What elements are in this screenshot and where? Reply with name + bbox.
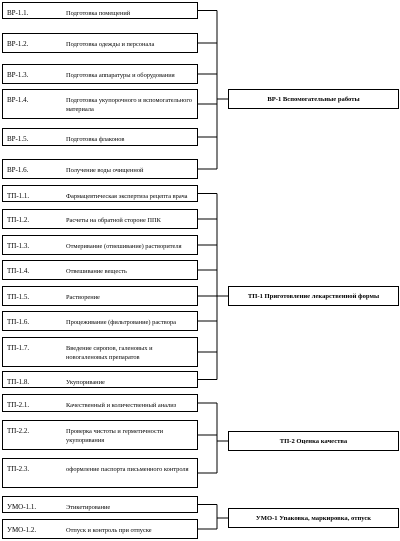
stage-label: ТП-2 Оценка качества (279, 438, 348, 445)
step-label: Введение сиропов, галеновых и новогаленовых препаратов (66, 345, 153, 361)
stage-label: УМО-1 Упаковка, маркировка, отпуск (255, 515, 372, 522)
step-box (2, 420, 198, 450)
step-box (2, 185, 198, 202)
stage-box (228, 286, 399, 306)
step-label: Растворение (66, 294, 100, 301)
step-code: ТП-1.7. (7, 344, 30, 352)
step-label: оформление паспорта письменного контроля (66, 466, 189, 473)
stage-label: ТП-1 Приготовление лекарственной формы (247, 293, 380, 300)
step-code: ВР-1.1. (7, 9, 29, 17)
step-box (2, 89, 198, 119)
step-label: Качественный и количественный анализ (66, 402, 177, 409)
step-code: ТП-1.2. (7, 216, 30, 224)
step-label: Получение воды очищенной (66, 167, 144, 174)
step-code: ВР-1.3. (7, 71, 29, 79)
step-box (2, 311, 198, 331)
step-label: Расчеты на обратной стороне ППК (66, 217, 161, 224)
step-label: Подготовка помещений (66, 10, 131, 17)
step-box (2, 286, 198, 306)
step-label: Подготовка укупорочного и вспомогательного материала (66, 97, 193, 113)
stage-box (228, 508, 399, 528)
step-box (2, 260, 198, 280)
step-code: УМО-1.1. (7, 503, 37, 511)
step-box (2, 458, 198, 488)
step-code: ТП-1.4. (7, 267, 30, 275)
step-label: Фармацевтическая экспертиза рецепта врача (66, 193, 188, 200)
step-code: ВР-1.2. (7, 40, 29, 48)
step-code: ТП-2.3. (7, 465, 30, 473)
step-label: Процеживание (фильтрование) раствора (66, 319, 176, 326)
step-code: ВР-1.4. (7, 96, 29, 104)
step-code: ТП-2.1. (7, 401, 30, 409)
step-code: ТП-1.6. (7, 318, 30, 326)
stage-box (228, 431, 399, 451)
step-code: ТП-2.2. (7, 427, 30, 435)
step-code: ТП-1.3. (7, 242, 30, 250)
step-label: Отмеривание (отвешивание) растворителя (66, 243, 182, 250)
step-code: ТП-1.1. (7, 192, 30, 200)
step-label: Подготовка одежды и персонала (66, 41, 155, 48)
step-box (2, 33, 198, 53)
step-label: Этикетирование (66, 504, 111, 511)
step-box (2, 337, 198, 367)
step-box (2, 371, 198, 388)
step-label: Подготовка аппаратуры и оборудования (66, 72, 175, 79)
step-label: Отпуск и контроль при отпуске (66, 527, 152, 534)
step-code: ТП-1.8. (7, 378, 30, 386)
step-box (2, 2, 198, 19)
step-label: Отвешивание вещесть (66, 268, 127, 275)
step-box (2, 64, 198, 84)
step-code: ВР-1.6. (7, 166, 29, 174)
step-box (2, 159, 198, 179)
step-box (2, 496, 198, 513)
step-label: Подготовка флаконов (66, 136, 125, 143)
step-label: Укупоривание (66, 379, 105, 386)
step-label: Проверка чистоты и герметичности укупоривания (66, 428, 164, 444)
step-box (2, 394, 198, 412)
step-box (2, 235, 198, 255)
step-code: ВР-1.5. (7, 135, 29, 143)
step-box (2, 128, 198, 146)
step-box (2, 209, 198, 229)
step-code: УМО-1.2. (7, 526, 37, 534)
step-code: ТП-1.5. (7, 293, 30, 301)
stage-box (228, 89, 399, 109)
stage-label: ВР-1 Вспомогательные работы (267, 96, 360, 103)
step-box (2, 519, 198, 539)
